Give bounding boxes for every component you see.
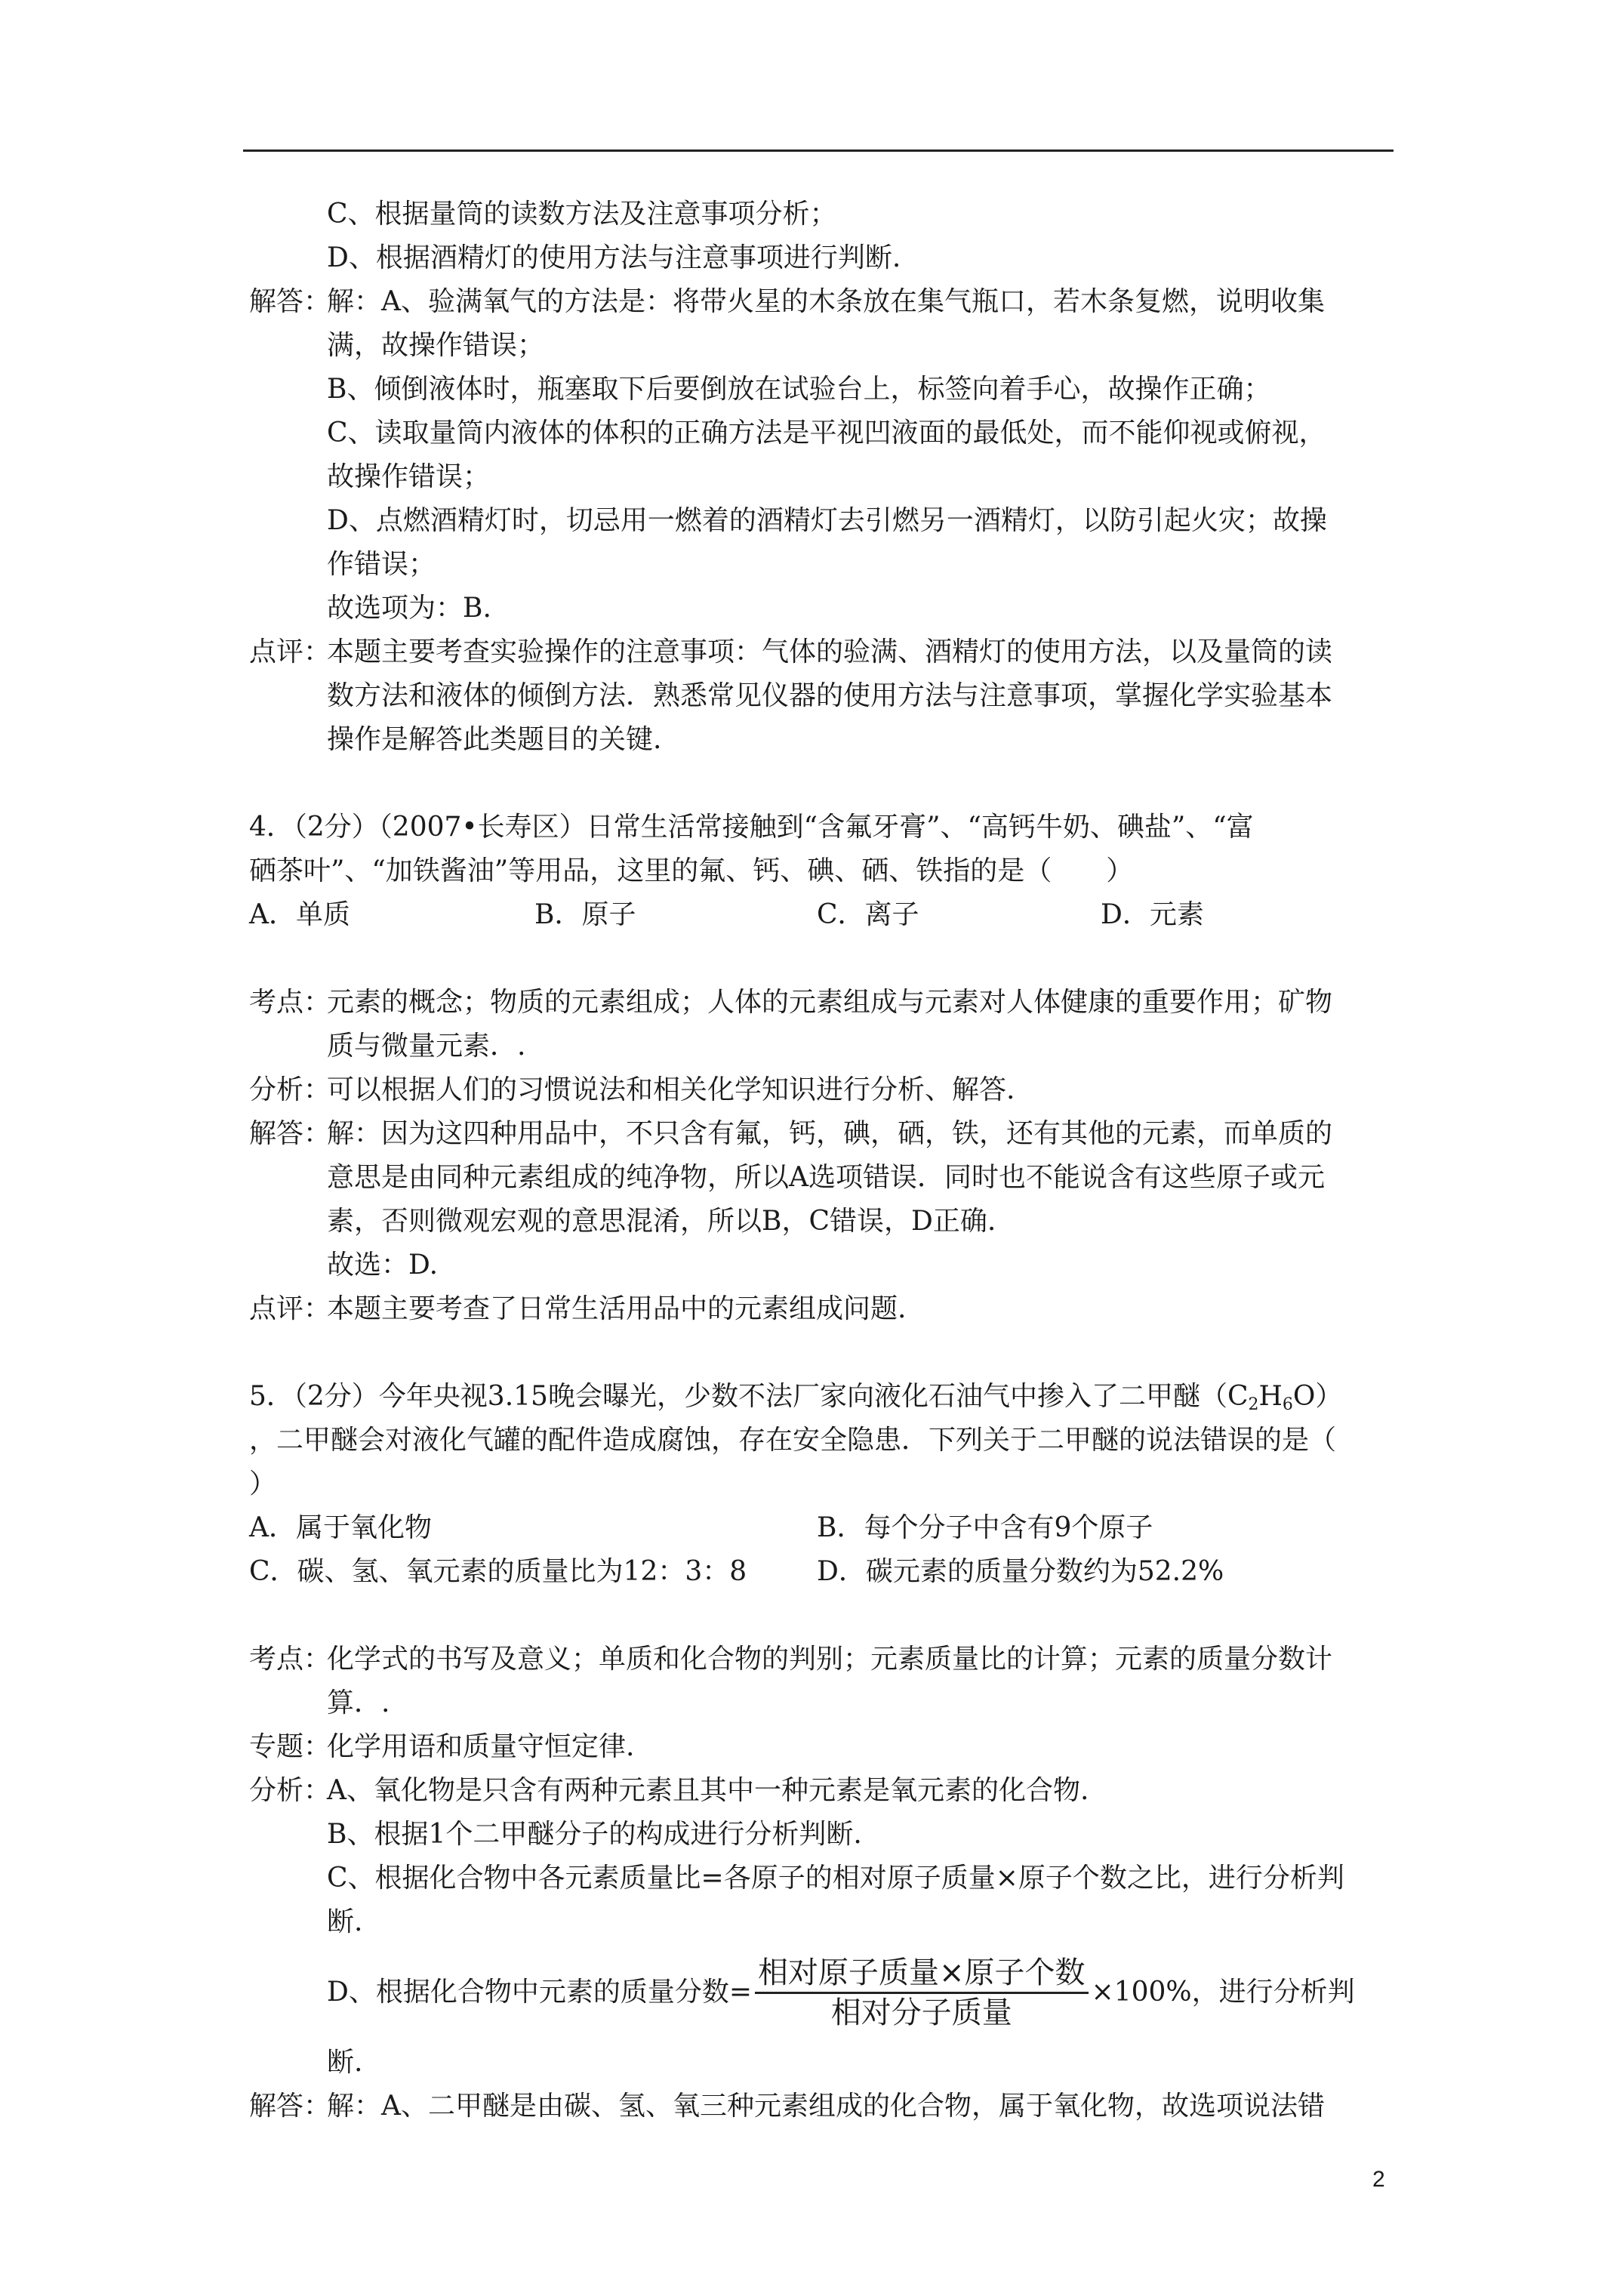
text-line: 可以根据人们的习惯说法和相关化学知识进行分析、解答. <box>327 1074 1015 1105</box>
text-line: 断. <box>327 1906 363 1937</box>
formula-line <box>327 1944 1397 2041</box>
answer-label: 解答： <box>249 286 331 317</box>
analysis-label: 分析： <box>249 1074 331 1105</box>
zhuanti-label: 专题： <box>249 1731 331 1762</box>
text-line: 故操作错误； <box>327 461 491 492</box>
text-line: 满，故操作错误； <box>327 330 545 361</box>
question-options-row <box>249 1550 1397 1594</box>
text-line: 故选项为：B. <box>327 593 491 624</box>
kaodian-label: 考点： <box>249 987 331 1018</box>
text-line: 解：因为这四种用品中，不只含有氟，钙，碘，硒，铁，还有其他的元素，而单质的 <box>327 1118 1333 1149</box>
option-a: A．单质 <box>249 899 350 930</box>
option-b: B．原子 <box>534 899 636 930</box>
text-line: 解：A、二甲醚是由碳、氢、氧三种元素组成的化合物，属于氧化物，故选项说法错 <box>327 2091 1325 2122</box>
text-line: 元素的概念；物质的元素组成；人体的元素组成与元素对人体健康的重要作用；矿物 <box>327 987 1333 1018</box>
text-line: 解：A、验满氧气的方法是：将带火星的木条放在集气瓶口，若木条复燃，说明收集 <box>327 286 1325 317</box>
stem-text: 5．（2分）今年央视3.15晚会曝光，少数不法厂家向液化石油气中掺入了二甲醚（C <box>249 1381 1249 1412</box>
text-line: B、根据1个二甲醚分子的构成进行分析判断. <box>327 1819 862 1850</box>
question-options-row <box>249 1506 1397 1550</box>
text-line: 化学式的书写及意义；单质和化合物的判别；元素质量比的计算；元素的质量分数计 <box>327 1644 1333 1675</box>
page-number: 2 <box>1372 2167 1385 2192</box>
q4-answer <box>249 1112 1397 1287</box>
text-line: 故选：D. <box>327 1250 439 1281</box>
document-body <box>249 193 1397 2128</box>
option-c: C．碳、氢、氧元素的质量比为12：3：8 <box>249 1556 747 1587</box>
text-line: A、氧化物是只含有两种元素且其中一种元素是氧元素的化合物. <box>327 1775 1089 1806</box>
q4-analysis <box>249 1068 1397 1112</box>
q5-answer <box>249 2085 1397 2128</box>
text-line: 素，否则微观宏观的意思混淆，所以B，C错误，D正确. <box>327 1206 996 1237</box>
subscript: 2 <box>1248 1395 1259 1414</box>
question-stem-line: 硒茶叶”、“加铁酱油”等用品，这里的氟、钙、碘、硒、铁指的是（ ） <box>249 855 1134 886</box>
stem-text: H <box>1258 1381 1283 1412</box>
answer-label: 解答： <box>249 1118 331 1149</box>
prev-answer <box>249 280 1397 630</box>
text-line: 操作是解答此类题目的关键. <box>327 724 662 755</box>
text-line: 质与微量元素．. <box>327 1031 526 1062</box>
text-line: 化学用语和质量守恒定律. <box>327 1731 635 1762</box>
q4-comment <box>249 1287 1397 1331</box>
question-stem-line <box>249 1375 1397 1419</box>
fraction-numerator: 相对原子质量×原子个数 <box>755 1954 1089 1994</box>
text-line: 断. <box>327 2047 363 2078</box>
option-d: D．元素 <box>1101 899 1204 930</box>
formula-prefix: D、根据化合物中元素的质量分数= <box>327 1977 753 2008</box>
question-stem-line: ，二甲醚会对液化气罐的配件造成腐蚀，存在安全隐患．下列关于二甲醚的说法错误的是（ <box>249 1425 1337 1456</box>
kaodian-label: 考点： <box>249 1644 331 1675</box>
question-5 <box>249 1375 1397 1594</box>
question-4 <box>249 806 1397 937</box>
question-stem-line: ） <box>249 1469 277 1499</box>
comment-label: 点评： <box>249 1293 331 1324</box>
text-line: 本题主要考查了日常生活用品中的元素组成问题. <box>327 1293 907 1324</box>
option-d: D．碳元素的质量分数约为52.2% <box>817 1556 1224 1587</box>
analysis-label: 分析： <box>249 1775 331 1806</box>
question-options <box>249 893 1397 937</box>
prev-comment <box>249 630 1397 762</box>
text-line: B、倾倒液体时，瓶塞取下后要倒放在试验台上，标签向着手心，故操作正确； <box>327 374 1271 405</box>
option-b: B．每个分子中含有9个原子 <box>817 1512 1153 1543</box>
stem-text: O） <box>1292 1381 1343 1412</box>
text-line: 作错误； <box>327 549 436 580</box>
option-c: C．离子 <box>817 899 919 930</box>
text-line: D、点燃酒精灯时，切忌用一燃着的酒精灯去引燃另一酒精灯，以防引起火灾；故操 <box>327 505 1327 536</box>
question-stem-line: 4．（2分）（2007•长寿区）日常生活常接触到“含氟牙膏”、“高钙牛奶、碘盐”、“富 <box>249 812 1254 843</box>
q4-kaodian <box>249 981 1397 1068</box>
text-line: 意思是由同种元素组成的纯净物，所以A选项错误．同时也不能说含有这些原子或元 <box>327 1162 1325 1193</box>
formula-suffix: ×100%，进行分析判 <box>1091 1977 1355 2008</box>
subscript: 6 <box>1282 1395 1293 1414</box>
prev-analysis-continuation <box>249 193 1397 280</box>
mass-fraction-formula <box>755 1954 1089 2032</box>
header-rule <box>243 149 1394 152</box>
text-line: C、根据化合物中各元素质量比=各原子的相对原子质量×原子个数之比，进行分析判 <box>327 1863 1344 1894</box>
comment-label: 点评： <box>249 636 331 667</box>
q5-kaodian <box>249 1638 1397 1725</box>
text-line: 本题主要考查实验操作的注意事项：气体的验满、酒精灯的使用方法，以及量筒的读 <box>327 636 1333 667</box>
fraction-denominator: 相对分子质量 <box>830 1995 1012 2030</box>
answer-label: 解答： <box>249 2091 331 2122</box>
option-a: A．属于氧化物 <box>249 1512 432 1543</box>
q5-zhuanti <box>249 1725 1397 1769</box>
text-line: C、读取量筒内液体的体积的正确方法是平视凹液面的最低处，而不能仰视或俯视， <box>327 418 1326 448</box>
text-line: D、根据酒精灯的使用方法与注意事项进行判断. <box>327 242 901 273</box>
q5-analysis <box>249 1769 1397 2085</box>
text-line: 数方法和液体的倾倒方法．熟悉常见仪器的使用方法与注意事项，掌握化学实验基本 <box>327 680 1333 711</box>
text-line: 算．. <box>327 1687 390 1718</box>
text-line: C、根据量筒的读数方法及注意事项分析； <box>327 199 837 230</box>
